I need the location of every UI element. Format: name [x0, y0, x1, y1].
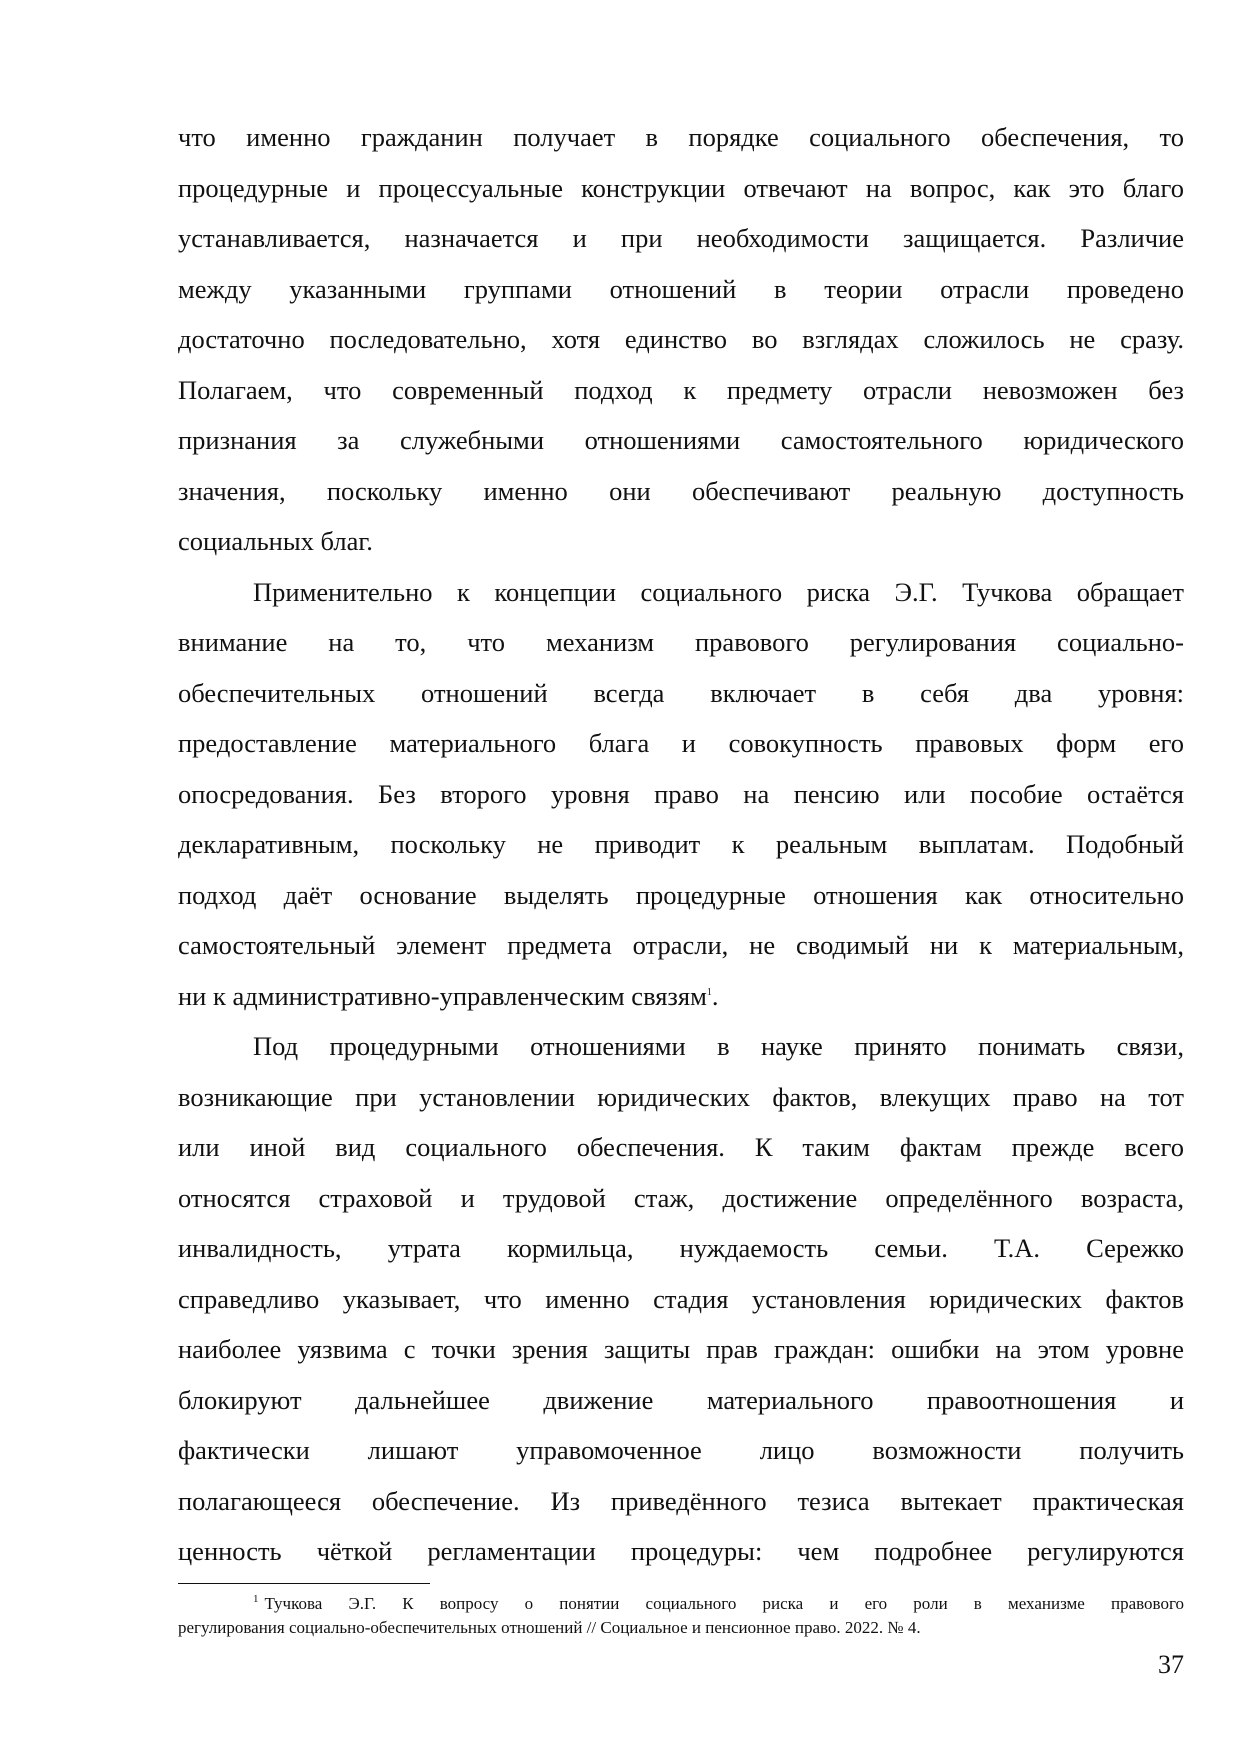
- text-line: значения, поскольку именно они обеспечивают реальную доступность: [178, 475, 1184, 506]
- footnote-line: [178, 1592, 1184, 1616]
- text-line: внимание на то, что механизм правового регулирования социально-: [178, 627, 1184, 657]
- footnote-line: регулирования социально-обеспечительных отношений // Социальное и пенсионное право. 2022. № 4.: [178, 1618, 921, 1637]
- text-line: Полагаем, что современный подход к предмету отрасли невозможен без: [178, 374, 1184, 405]
- text-line: что именно гражданин получает в порядке социального обеспечения, то: [178, 122, 1184, 152]
- text-line: или иной вид социального обеспечения. К таким фактам прежде всего: [178, 1132, 1184, 1162]
- footnote-reference[interactable]: 1: [706, 986, 712, 998]
- paragraph-1: [178, 112, 1184, 567]
- text-line: полагающееся обеспечение. Из приведённого тезиса вытекает практическая: [178, 1485, 1184, 1516]
- text-line: между указанными группами отношений в теории отрасли проведено: [178, 273, 1184, 304]
- footnote: [178, 1592, 1184, 1640]
- text-line-content: ни к административно-управленческим связям: [178, 980, 707, 1011]
- text-line: предоставление материального блага и совокупность правовых форм его: [178, 728, 1184, 758]
- text-line: декларативным, поскольку не приводит к реальным выплатам. Подобный: [178, 829, 1184, 859]
- line-trailing-punctuation: .: [711, 980, 719, 1011]
- text-line: устанавливается, назначается и при необходимости защищается. Различие: [178, 223, 1184, 253]
- text-line: ценность чёткой регламентации процедуры: чем подробнее регулируются: [178, 1536, 1184, 1566]
- text-line-with-footnote: [178, 971, 1184, 1022]
- paragraph-2: [178, 567, 1184, 1022]
- text-line: опосредования. Без второго уровня право на пенсию или пособие остаётся: [178, 778, 1184, 809]
- page-number: 37: [1158, 1650, 1184, 1679]
- body-text: [178, 112, 1184, 1577]
- text-line: обеспечительных отношений всегда включает в себя два уровня:: [178, 677, 1184, 708]
- text-line: наиболее уязвима с точки зрения защиты прав граждан: ошибки на этом уровне: [178, 1334, 1184, 1364]
- text-line: признания за служебными отношениями самостоятельного юридического: [178, 425, 1184, 455]
- paragraph-3: [178, 1021, 1184, 1577]
- footnote-text: Тучкова Э.Г. К вопросу о понятии социального риска и его роли в механизме правового: [264, 1594, 1184, 1613]
- text-line: возникающие при установлении юридических фактов, влекущих право на тот: [178, 1081, 1184, 1112]
- text-line: блокируют дальнейшее движение материального правоотношения и: [178, 1384, 1184, 1415]
- text-line: самостоятельный элемент предмета отрасли, не сводимый ни к материальным,: [178, 930, 1184, 960]
- text-line: справедливо указывает, что именно стадия установления юридических фактов: [178, 1283, 1184, 1314]
- text-line: социальных благ.: [178, 526, 373, 556]
- text-line: достаточно последовательно, хотя единство во взглядах сложилось не сразу.: [178, 324, 1184, 354]
- footnote-number: 1: [253, 1593, 259, 1606]
- text-line: Под процедурными отношениями в науке принято понимать связи,: [253, 1031, 1184, 1061]
- text-line: процедурные и процессуальные конструкции отвечают на вопрос, как это благо: [178, 172, 1184, 203]
- text-line: Применительно к концепции социального риска Э.Г. Тучкова обращает: [253, 576, 1184, 607]
- text-line: подход даёт основание выделять процедурные отношения как относительно: [178, 879, 1184, 910]
- text-line: инвалидность, утрата кормильца, нуждаемость семьи. Т.А. Сережко: [178, 1233, 1184, 1263]
- footnote-separator: [178, 1583, 430, 1584]
- text-line: относятся страховой и трудовой стаж, достижение определённого возраста,: [178, 1182, 1184, 1213]
- text-line: фактически лишают управомоченное лицо возможности получить: [178, 1435, 1184, 1465]
